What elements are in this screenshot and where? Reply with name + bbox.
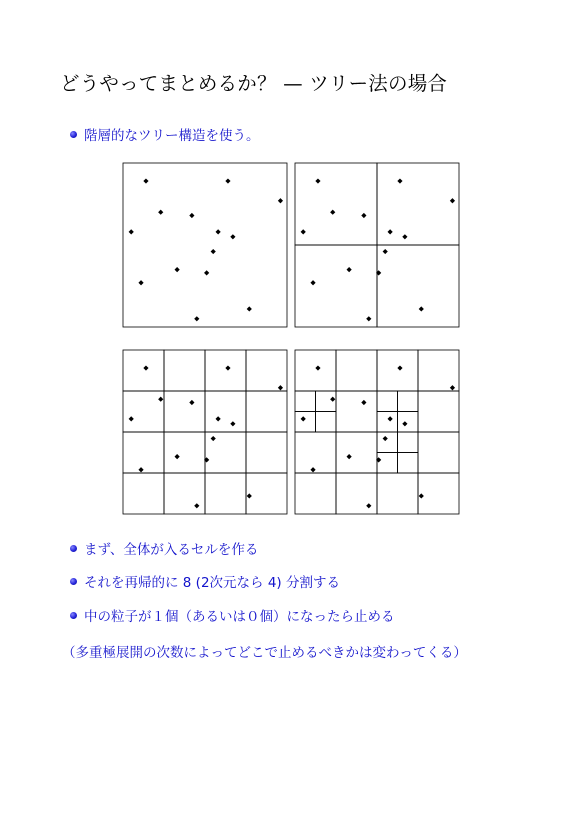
tree-cell [377,412,398,433]
particle-point [388,416,393,421]
tree-cell [295,432,336,473]
tree-cell [295,245,377,327]
particle-point [278,385,283,390]
particle-point [278,198,283,203]
particle-point [402,234,407,239]
particle-point [225,178,230,183]
bullet-stop-condition [70,605,395,625]
tree-cell [123,163,287,327]
particle-point [366,316,371,321]
particle-point [143,365,148,370]
tree-cell [377,350,418,391]
tree-cell [164,473,205,514]
tree-cell [377,453,398,474]
tree-cell [246,350,287,391]
particle-point [216,416,221,421]
page-title: どうやってまとめるか？ — ツリー法の場合 [60,72,448,95]
tree-cell [295,391,316,412]
tree-cell [123,350,164,391]
tree-panel-level2 [123,350,287,514]
tree-cell [123,473,164,514]
bullet-text: それを再帰的に 8 (2次元なら 4) 分割する [84,575,340,591]
particle-point [194,316,199,321]
particle-point [175,454,180,459]
bullet-text: 中の粒子が１個（あるいは０個）になったら止める [84,609,395,625]
tree-cell [246,432,287,473]
bullet-dot-icon [70,578,77,585]
particle-point [315,365,320,370]
tree-cell [164,350,205,391]
tree-cell [398,391,419,412]
tree-cell [418,350,459,391]
tree-cell [295,163,377,245]
tree-cell [316,412,337,433]
particle-point [129,229,134,234]
tree-cell [164,391,205,432]
tree-cell [377,245,459,327]
particle-point [143,178,148,183]
particle-point [211,249,216,254]
tree-cell [398,453,419,474]
tree-cell [246,473,287,514]
bullet-dot-icon [70,612,77,619]
particle-point [301,229,306,234]
particle-point [419,306,424,311]
tree-cell [123,391,164,432]
particle-point [204,270,209,275]
tree-cell [377,391,398,412]
particle-point [383,249,388,254]
particle-point [450,385,455,390]
particle-point [189,400,194,405]
particle-point [194,503,199,508]
tree-cell [295,473,336,514]
particle-point [230,421,235,426]
particle-point [419,493,424,498]
bullet-recursive-split [70,571,340,591]
bullet-dot-icon [70,131,77,138]
tree-cell [418,473,459,514]
tree-cell [205,391,246,432]
particle-point [138,467,143,472]
bullet-text: まず、全体が入るセルを作る [84,542,259,558]
particle-point [301,416,306,421]
tree-cell [246,391,287,432]
particle-point [347,454,352,459]
particle-point [158,210,163,215]
tree-cell [164,432,205,473]
tree-cell [205,350,246,391]
tree-cell [336,473,377,514]
tree-panel-adaptive [295,350,459,514]
particle-point [383,436,388,441]
tree-cell [418,432,459,473]
particle-point [211,436,216,441]
tree-cell [398,432,419,453]
particle-point [310,467,315,472]
particle-point [189,213,194,218]
tree-cell [377,473,418,514]
particle-point [330,210,335,215]
particle-point [225,365,230,370]
particle-point [388,229,393,234]
particle-point [330,397,335,402]
tree-panel-level1 [295,163,459,327]
tree-panel-root [123,163,287,327]
particle-point [397,178,402,183]
particle-point [138,280,143,285]
footnote: （多重極展開の次数によってどこで止めるべきかは変わってくる） [62,645,467,661]
tree-cell [123,432,164,473]
tree-cell [398,412,419,433]
particle-point [366,503,371,508]
particle-point [310,280,315,285]
particle-point [175,267,180,272]
intro-bullet-text: 階層的なツリー構造を使う。 [84,128,260,144]
particle-point [158,397,163,402]
tree-cell [418,391,459,432]
particle-point [129,416,134,421]
particle-point [361,400,366,405]
tree-cell [295,350,336,391]
particle-point [247,306,252,311]
particle-point [361,213,366,218]
particle-point [402,421,407,426]
tree-cell [377,432,398,453]
intro-bullet [70,124,260,144]
particle-point [315,178,320,183]
tree-cell [336,432,377,473]
particle-point [347,267,352,272]
particle-point [216,229,221,234]
particle-point [247,493,252,498]
bullet-dot-icon [70,545,77,552]
tree-cell [336,391,377,432]
tree-cell [205,473,246,514]
particle-point [450,198,455,203]
particle-point [397,365,402,370]
particle-point [230,234,235,239]
bullet-create-cell [70,538,258,558]
tree-cell [295,412,316,433]
tree-cell [336,350,377,391]
